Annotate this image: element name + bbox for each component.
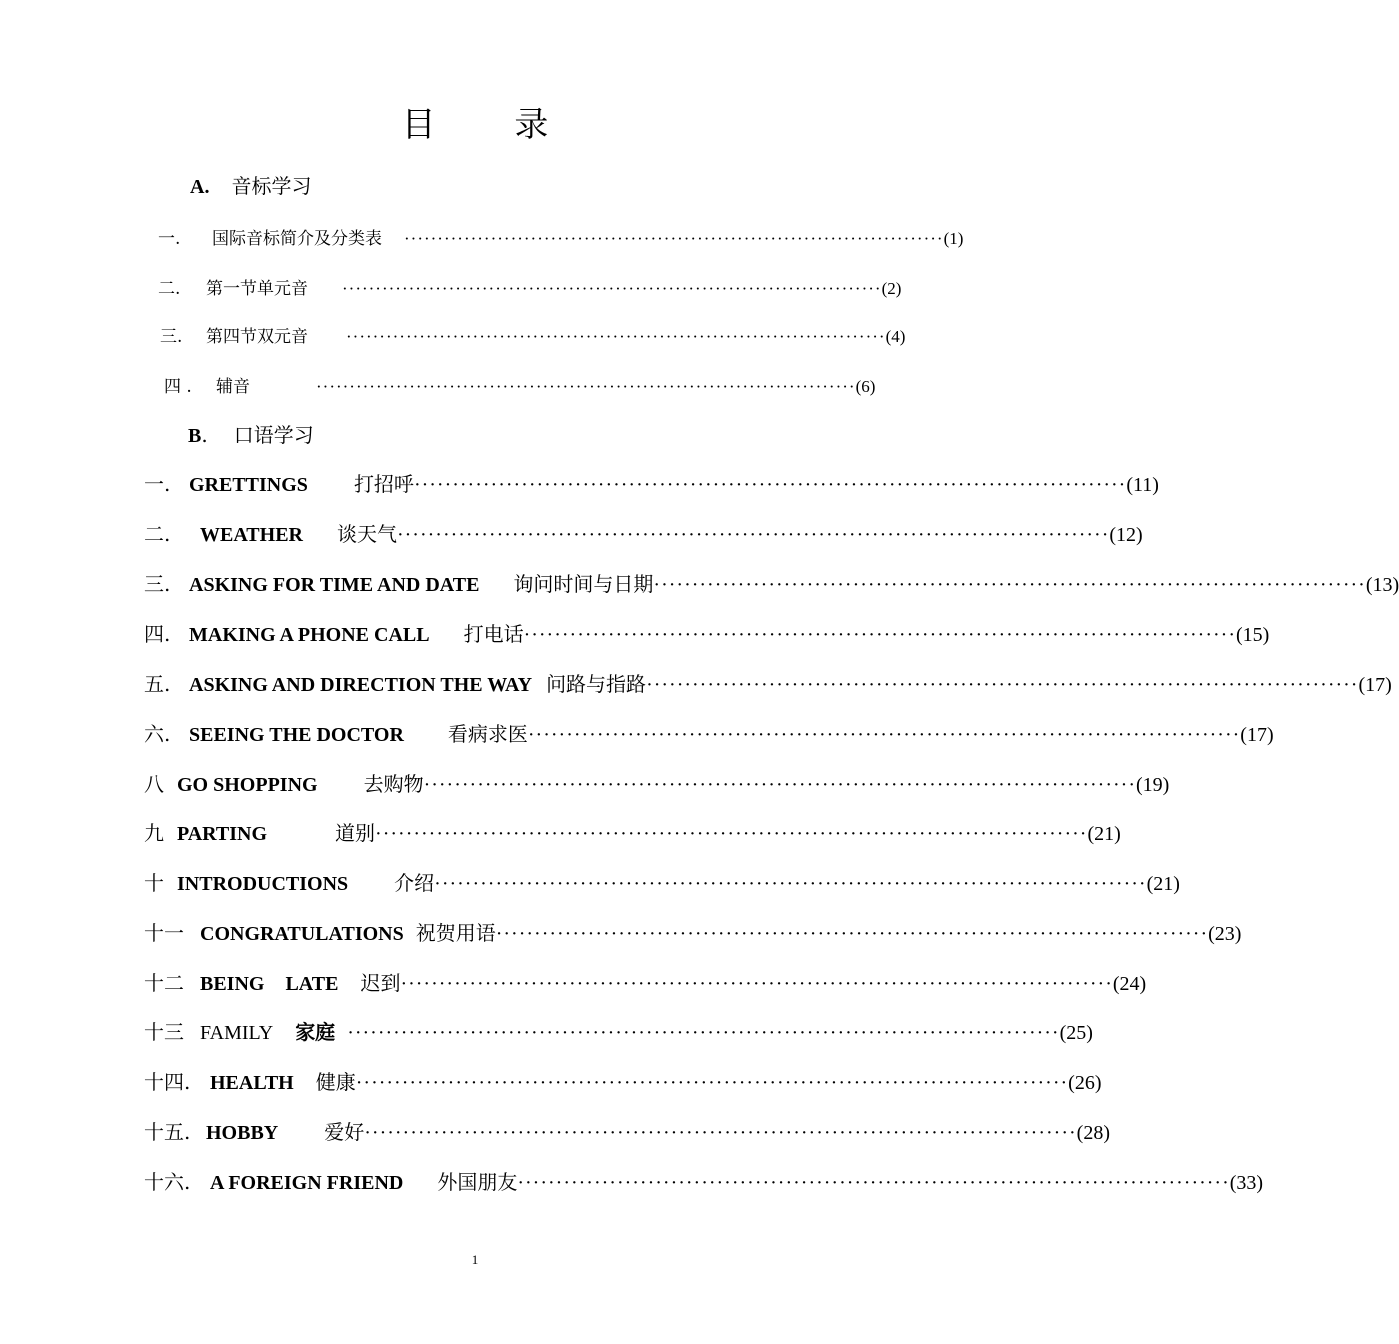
dot-leader: ················································································· — [346, 327, 886, 346]
entry-chinese: 询问时间与日期 — [513, 572, 654, 596]
entry-page: (13) — [1365, 574, 1399, 596]
entry-number: 十二 — [144, 971, 184, 995]
entry-number: 十 — [144, 871, 164, 895]
toc-entry-b-2[interactable] — [144, 519, 1143, 550]
entry-page: (1) — [943, 229, 964, 248]
entry-page: (11) — [1126, 474, 1159, 496]
entry-page: (26) — [1068, 1072, 1102, 1094]
entry-chinese: 打招呼 — [353, 472, 414, 496]
toc-entry-b-15[interactable] — [144, 1167, 1264, 1198]
entry-title: 辅音 — [216, 377, 250, 397]
dot-leader: ····························································································· — [400, 973, 1113, 995]
entry-english: GRETTINGS — [189, 474, 308, 496]
entry-page: (21) — [1146, 873, 1180, 895]
entry-chinese: 介绍 — [394, 871, 435, 895]
section-b-letter: B — [188, 425, 202, 447]
toc-entry-b-1[interactable] — [144, 469, 1159, 500]
entry-number: 十三 — [144, 1020, 184, 1044]
dot-leader: ····························································································· — [413, 474, 1127, 496]
page-number: 1 — [471, 1252, 479, 1267]
dot-leader: ····························································································· — [434, 873, 1147, 895]
entry-page: (28) — [1076, 1122, 1110, 1144]
toc-entry-b-10[interactable] — [144, 918, 1242, 949]
entry-chinese: 健康 — [315, 1070, 356, 1094]
entry-number: 三. — [160, 327, 183, 347]
dot-leader: ····························································································· — [347, 1022, 1060, 1044]
toc-entry-b-3[interactable] — [144, 569, 1399, 600]
entry-chinese: 祝贺用语 — [415, 921, 496, 945]
entry-chinese: 外国朋友 — [437, 1170, 518, 1194]
dot-leader: ····························································································· — [527, 724, 1241, 746]
entry-number: 十六. — [144, 1170, 191, 1194]
entry-page: (17) — [1240, 724, 1274, 746]
dot-leader: ····························································································· — [653, 574, 1366, 596]
entry-english: ASKING FOR TIME AND DATE — [189, 574, 480, 596]
entry-english: FAMILY — [200, 1022, 274, 1044]
entry-title: 国际音标简介及分类表 — [212, 229, 382, 249]
entry-number: 一. — [158, 229, 181, 249]
entry-page: (2) — [881, 279, 902, 298]
entry-number: 二. — [158, 279, 181, 299]
entry-number: 四 . — [164, 377, 192, 397]
entry-chinese: 去购物 — [363, 772, 424, 796]
dot-leader: ····························································································· — [646, 674, 1359, 696]
entry-page: (6) — [855, 377, 876, 396]
entry-page: (21) — [1087, 823, 1121, 845]
section-a-label: 音标学习 — [231, 174, 312, 198]
entry-number: 十一 — [144, 921, 184, 945]
toc-entry-a-4[interactable] — [164, 374, 876, 400]
toc-entry-a-1[interactable] — [158, 226, 964, 252]
entry-english: GO SHOPPING — [177, 774, 318, 796]
toc-entry-a-3[interactable] — [160, 324, 906, 350]
entry-english: HEALTH — [210, 1072, 294, 1094]
entry-chinese: 道别 — [335, 821, 376, 845]
toc-entry-b-5[interactable] — [144, 669, 1392, 700]
entry-number: 三. — [144, 572, 171, 596]
section-b-dot: . — [201, 423, 208, 447]
entry-english: MAKING A PHONE CALL — [189, 624, 430, 646]
toc-entry-a-2[interactable] — [158, 276, 902, 302]
entry-english: SEEING THE DOCTOR — [189, 724, 404, 746]
toc-entry-b-6[interactable] — [144, 719, 1274, 750]
entry-title: 第四节双元音 — [206, 327, 308, 347]
section-b-heading — [188, 420, 314, 451]
dot-leader: ····························································································· — [523, 624, 1236, 646]
entry-chinese: 迟到 — [360, 971, 401, 995]
entry-number: 八 — [144, 772, 164, 796]
entry-english: BEING LATE — [200, 973, 339, 995]
entry-english: A FOREIGN FRIEND — [210, 1172, 404, 1194]
dot-leader: ····························································································· — [423, 774, 1136, 796]
entry-page: (17) — [1358, 674, 1392, 696]
dot-leader: ················································································· — [342, 279, 882, 298]
dot-leader: ················································································· — [316, 377, 856, 396]
entry-page: (12) — [1109, 524, 1143, 546]
entry-page: (19) — [1135, 774, 1170, 796]
entry-page: (4) — [885, 327, 906, 346]
entry-number: 九 — [144, 821, 164, 845]
dot-leader: ····························································································· — [355, 1072, 1069, 1094]
page-title: 目 录 — [401, 105, 583, 145]
entry-english: INTRODUCTIONS — [177, 873, 349, 895]
dot-leader: ····························································································· — [517, 1172, 1230, 1194]
entry-english: PARTING — [177, 823, 268, 845]
entry-page: (33) — [1229, 1172, 1264, 1194]
toc-entry-b-11[interactable] — [144, 968, 1147, 999]
section-a-heading — [190, 171, 311, 202]
entry-chinese: 谈天气 — [336, 522, 397, 546]
section-a-letter: A. — [190, 176, 210, 198]
entry-english: ASKING AND DIRECTION THE WAY — [189, 674, 533, 696]
entry-number: 一. — [144, 472, 171, 496]
entry-chinese: 打电话 — [463, 622, 524, 646]
entry-page: (24) — [1112, 973, 1147, 995]
entry-number: 十四. — [144, 1070, 191, 1094]
entry-page: (23) — [1208, 923, 1242, 945]
dot-leader: ····························································································· — [396, 524, 1110, 546]
entry-english: CONGRATULATIONS — [200, 923, 404, 945]
toc-entry-b-13[interactable] — [144, 1067, 1102, 1098]
entry-number: 四. — [144, 622, 171, 646]
toc-entry-b-4[interactable] — [144, 619, 1270, 650]
toc-entry-b-7[interactable] — [144, 769, 1170, 800]
entry-number: 二. — [144, 522, 171, 546]
entry-page: (25) — [1059, 1022, 1093, 1044]
dot-leader: ····························································································· — [364, 1122, 1077, 1144]
dot-leader: ····························································································· — [375, 823, 1088, 845]
dot-leader: ····························································································· — [495, 923, 1209, 945]
entry-chinese: 看病求医 — [447, 722, 528, 746]
entry-english: HOBBY — [206, 1122, 279, 1144]
dot-leader: ················································································· — [404, 229, 944, 248]
entry-page: (15) — [1235, 624, 1270, 646]
entry-chinese: 问路与指路 — [546, 672, 647, 696]
section-b-label: 口语学习 — [233, 423, 314, 447]
entry-chinese: 爱好 — [324, 1120, 365, 1144]
entry-number: 十五. — [144, 1120, 191, 1144]
entry-chinese: 家庭 — [295, 1020, 336, 1044]
entry-number: 五. — [144, 672, 171, 696]
toc-entry-b-14[interactable] — [144, 1117, 1110, 1148]
toc-entry-b-8[interactable] — [144, 818, 1121, 849]
toc-entry-b-12[interactable] — [144, 1017, 1093, 1048]
entry-title: 第一节单元音 — [206, 279, 308, 299]
toc-entry-b-9[interactable] — [144, 868, 1180, 899]
entry-number: 六. — [144, 722, 171, 746]
entry-english: WEATHER — [200, 524, 303, 546]
